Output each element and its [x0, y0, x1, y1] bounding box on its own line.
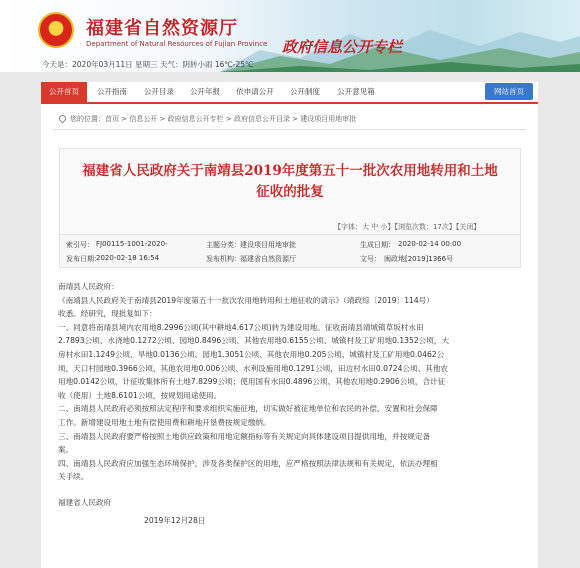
nav-item-public-home[interactable]: 公开首页 — [41, 82, 87, 102]
content-panel — [41, 104, 538, 568]
meta-docno-value: 闽政地[2019]1366号 — [384, 255, 454, 263]
intro-line-2: 收悉。经研究，现批复如下： — [58, 309, 157, 319]
item-4-line-1: 四、南靖县人民政府应加强生态环境保护，涉及各类保护区的用地，应严格按照法律法规和有关规定，依法办理相 — [58, 458, 438, 468]
site-header — [0, 0, 580, 72]
breadcrumb — [59, 114, 356, 124]
meta-created-label: 生成日期： — [360, 241, 395, 249]
salutation: 南靖县人民政府： — [58, 282, 119, 291]
national-emblem-icon — [38, 12, 74, 48]
location-icon — [58, 114, 68, 124]
intro-line-1: 《南靖县人民政府关于南靖县2019年度第五十一批次农用地转用和土地征收的请示》（靖政综〔2019〕114号） — [58, 295, 434, 305]
item-2-line-1: 二、南靖县人民政府必须按照法定程序和要求组织实施征地，切实做好被征地单位和农民的补偿、安置和社会保障 — [58, 404, 438, 414]
website-home-button[interactable]: 网站首页 — [485, 83, 533, 100]
item-4-line-2: 关手续。 — [58, 472, 89, 482]
nav-item-annual-report[interactable]: 公开年报 — [190, 87, 220, 96]
document-title-line-1: 福建省人民政府关于南靖县2019年度第五十一批次农用地转用和土地 — [82, 163, 498, 179]
font-view-toolbar[interactable]: 【字体：大 中 小】【浏览次数：17次】【关闭】 — [334, 223, 481, 231]
special-column-title: 政府信息公开专栏 — [282, 38, 403, 56]
item-1-line-5: 用地0.0142公顷，计征收集体所有土地7.8299公顷；使用国有水田0.4896公顷、其他农用地0.2906公顷，合计征 — [58, 377, 446, 387]
item-1-line-2: 2.7893公顷、水浇地0.1272公顷、园地0.8496公顷、其他农用地0.6155公顷、城镇村及工矿用地0.1352公顷，大 — [58, 336, 450, 346]
main-nav — [41, 82, 538, 104]
nav-item-feedback[interactable]: 公开意见箱 — [337, 87, 375, 96]
site-subtitle: Department of Natural Resources of Fujian Province — [86, 40, 268, 48]
divider — [53, 129, 526, 130]
site-title: 福建省自然资源厅 — [86, 18, 238, 39]
document-meta-table — [59, 234, 521, 268]
breadcrumb-text[interactable]: 您的位置：首页 > 信息公开 > 政府信息公开专栏 > 政府信息公开目录 > 建设项目用地审批 — [70, 115, 357, 123]
meta-date-value: 2020-02-18 16:54 — [96, 254, 160, 262]
nav-item-catalog[interactable]: 公开目录 — [144, 87, 174, 96]
item-1-line-6: 收（使用）土地8.6101公顷，按规划用途使用。 — [58, 390, 222, 400]
nav-item-policy[interactable]: 公开制度 — [290, 87, 320, 96]
item-3-line-2: 案。 — [58, 445, 74, 455]
meta-issuer-label: 发布机构： — [206, 255, 241, 263]
item-1-line-1: 一、同意将南靖县境内农用地8.2996公顷(其中耕地4.617公顷)转为建设用地。征收南靖县靖城镇草坂村水田 — [58, 322, 424, 332]
meta-docno-label: 文号： — [360, 255, 381, 263]
meta-subject-value: 建设项目用地审批 — [240, 241, 296, 249]
item-1-line-3: 房村水田1.1249公顷、旱地0.0136公顷、园地1.3051公顷、其他农用地0.205公顷、城镇村及工矿用地0.0462公 — [58, 349, 445, 359]
item-3-line-1: 三、南靖县人民政府要严格按照土地供应政策和用地定额指标等有关规定向具体建设项目提供用地，并按规定备 — [58, 431, 431, 441]
nav-item-guide[interactable]: 公开指南 — [97, 87, 127, 96]
signature: 福建省人民政府 — [58, 497, 112, 507]
date-weather-bar: 今天是：2020年03月11日 星期三 天气：阴转小雨 16℃-25℃ — [42, 60, 254, 69]
document-title-line-2: 征收的批复 — [256, 184, 324, 200]
meta-subject-label: 主题分类： — [206, 241, 241, 249]
sign-date: 2019年12月28日 — [144, 515, 206, 525]
meta-index-label: 索引号： — [66, 241, 94, 249]
item-2-line-2: 工作。新增建设用地土地有偿使用费和耕地开垦费按规定缴纳。 — [58, 417, 271, 427]
document-body — [58, 280, 522, 527]
meta-issuer-value: 福建省自然资源厅 — [240, 255, 296, 263]
document-title — [60, 161, 520, 203]
meta-created-value: 2020-02-14 00:00 — [398, 240, 462, 248]
item-1-line-4: 顷，天口村园地0.3966公顷、其他农用地0.006公顷、水利设施用地0.1291公顷，田边村水田0.0724公顷、其他农 — [58, 363, 449, 373]
nav-item-on-request[interactable]: 依申请公开 — [236, 87, 274, 96]
meta-index-value: FJ00115-1001-2020- — [96, 240, 168, 248]
meta-date-label: 发布日期： — [66, 255, 101, 263]
